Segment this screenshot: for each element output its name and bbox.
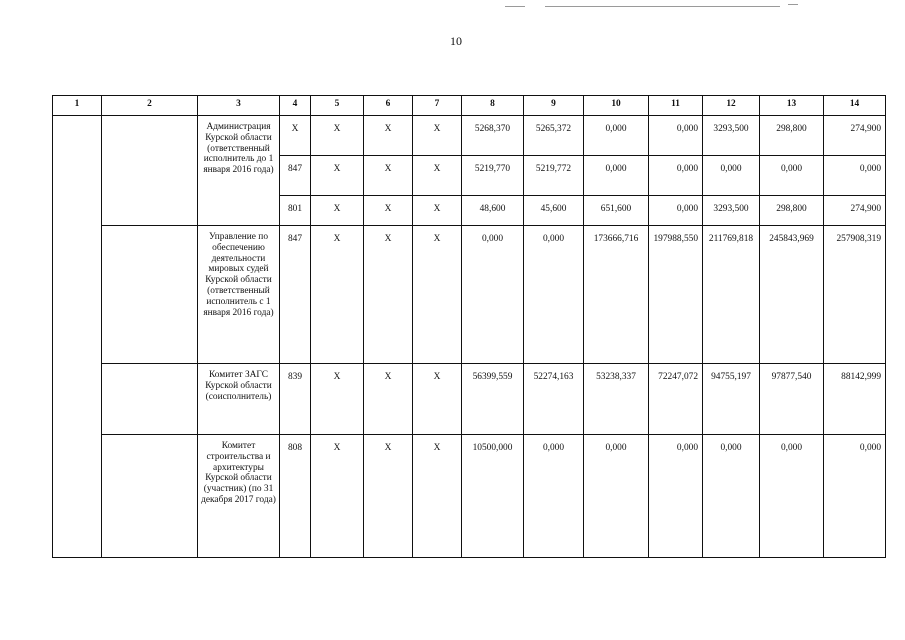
table-cell: 5219,772 (524, 156, 584, 196)
table-cell: X (413, 116, 462, 156)
table-cell: 53238,337 (584, 364, 649, 435)
table-cell: 5219,770 (462, 156, 524, 196)
column-header: 8 (462, 96, 524, 116)
table-cell: 651,600 (584, 196, 649, 226)
table-cell: 0,000 (524, 435, 584, 558)
column-header: 12 (703, 96, 760, 116)
merged-cell (102, 226, 198, 364)
table-cell: 3293,500 (703, 196, 760, 226)
executor-cell: Администрация Курской области (ответственный исполнитель до 1 января 2016 года) (198, 116, 280, 226)
table-cell: 847 (280, 226, 311, 364)
executor-cell: Комитет строительства и архитектуры Курской области (участник) (по 31 декабря 2017 года) (198, 435, 280, 558)
scan-artifact-line (788, 4, 798, 5)
table-cell: 0,000 (649, 156, 703, 196)
merged-cell (102, 435, 198, 558)
table-cell: X (311, 116, 364, 156)
table-cell: 197988,550 (649, 226, 703, 364)
table-cell: 808 (280, 435, 311, 558)
table-cell: 298,800 (760, 196, 824, 226)
table-cell: 173666,716 (584, 226, 649, 364)
table-cell: 52274,163 (524, 364, 584, 435)
column-header: 4 (280, 96, 311, 116)
table-cell: 0,000 (462, 226, 524, 364)
table-cell: 0,000 (703, 435, 760, 558)
table-cell: X (364, 364, 413, 435)
table-cell: 257908,319 (824, 226, 886, 364)
merged-cell (102, 364, 198, 435)
executor-cell: Управление по обеспечению деятельности мировых судей Курской области (ответственный исполнитель с 1 января 2016 года) (198, 226, 280, 364)
table-cell: 0,000 (649, 116, 703, 156)
scan-artifact-line (505, 6, 525, 7)
table-cell: 839 (280, 364, 311, 435)
column-header: 3 (198, 96, 280, 116)
table-cell: 0,000 (649, 435, 703, 558)
table-cell: 0,000 (524, 226, 584, 364)
table-row (53, 435, 886, 558)
table-cell: X (311, 156, 364, 196)
table-cell: 97877,540 (760, 364, 824, 435)
table-cell: X (364, 116, 413, 156)
table-cell: 10500,000 (462, 435, 524, 558)
table-cell: X (311, 226, 364, 364)
page-number: 10 (450, 34, 462, 48)
budget-table (52, 95, 886, 558)
column-header: 14 (824, 96, 886, 116)
column-header: 7 (413, 96, 462, 116)
table-cell: 0,000 (824, 156, 886, 196)
table-cell: 94755,197 (703, 364, 760, 435)
table-cell: 45,600 (524, 196, 584, 226)
merged-cell (102, 116, 198, 226)
table-cell: X (413, 196, 462, 226)
table-cell: 48,600 (462, 196, 524, 226)
table-cell: X (413, 364, 462, 435)
table-row (53, 116, 886, 156)
table-cell: X (413, 226, 462, 364)
column-header: 5 (311, 96, 364, 116)
table-cell: 245843,969 (760, 226, 824, 364)
table-cell: 801 (280, 196, 311, 226)
column-header: 1 (53, 96, 102, 116)
table-cell: X (364, 226, 413, 364)
table-cell: 0,000 (649, 196, 703, 226)
table-cell: X (364, 196, 413, 226)
executor-cell: Комитет ЗАГС Курской области (соисполнитель) (198, 364, 280, 435)
column-header: 6 (364, 96, 413, 116)
table-cell: 0,000 (584, 116, 649, 156)
table-cell: 3293,500 (703, 116, 760, 156)
table-cell: X (364, 435, 413, 558)
table-cell: X (413, 435, 462, 558)
column-header: 9 (524, 96, 584, 116)
table-cell: 0,000 (760, 435, 824, 558)
table-cell: X (311, 364, 364, 435)
column-header: 13 (760, 96, 824, 116)
table-cell: 88142,999 (824, 364, 886, 435)
column-header: 2 (102, 96, 198, 116)
table-cell: X (311, 196, 364, 226)
table-cell (53, 435, 102, 558)
merged-cell (53, 116, 102, 435)
table-cell: 211769,818 (703, 226, 760, 364)
table-cell: 0,000 (584, 156, 649, 196)
table-cell: X (364, 156, 413, 196)
table-cell: X (413, 156, 462, 196)
column-header: 11 (649, 96, 703, 116)
table-cell: 0,000 (824, 435, 886, 558)
header-row (53, 96, 886, 116)
table-cell: 72247,072 (649, 364, 703, 435)
table-cell: 847 (280, 156, 311, 196)
table-cell: X (280, 116, 311, 156)
table-cell: 298,800 (760, 116, 824, 156)
table-row (53, 364, 886, 435)
table-cell: 5268,370 (462, 116, 524, 156)
column-header: 10 (584, 96, 649, 116)
scan-artifact-line (545, 6, 780, 7)
table-cell: 56399,559 (462, 364, 524, 435)
table-cell: 274,900 (824, 196, 886, 226)
table-cell: 0,000 (703, 156, 760, 196)
table-cell: X (311, 435, 364, 558)
table-row (53, 226, 886, 364)
table-cell: 0,000 (584, 435, 649, 558)
table-cell: 0,000 (760, 156, 824, 196)
table-cell: 5265,372 (524, 116, 584, 156)
table-cell: 274,900 (824, 116, 886, 156)
